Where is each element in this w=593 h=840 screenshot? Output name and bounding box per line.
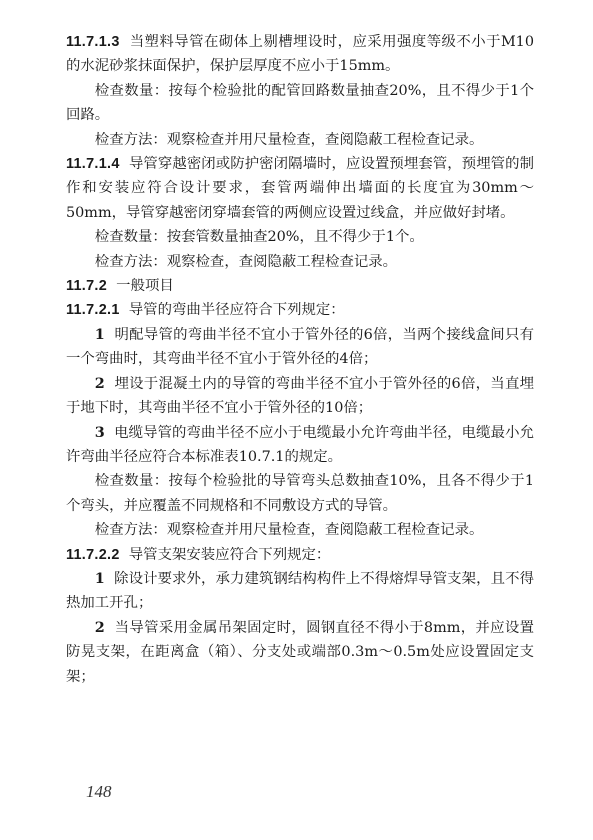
inspection-quantity (66, 469, 534, 518)
clause-number: 11.7.2.1 (66, 302, 120, 319)
page-number: 148 (86, 782, 112, 801)
paragraph-text: 检查方法：观察检查并用尺量检查，查阅隐蔽工程检查记录。 (94, 131, 484, 148)
clause-11-7-1-3 (66, 30, 534, 79)
inspection-quantity (66, 79, 534, 128)
section-title: 一般项目 (116, 278, 174, 295)
list-item (66, 567, 534, 616)
clause-number: 11.7.2.2 (66, 546, 120, 563)
clause-11-7-2-2 (66, 543, 534, 567)
inspection-method (66, 250, 534, 274)
clause-number: 11.7.1.3 (66, 34, 120, 50)
inspection-quantity (66, 225, 534, 249)
clause-text: 导管的弯曲半径应符合下列规定： (128, 302, 345, 319)
clause-text: 导管穿越密闭或防护密闭隔墙时，应设置预埋套管，预埋管的制作和安装应符合设计要求，套管两端伸出墙面的长度宜为30mm～50mm，导管穿越密闭穿墙套管的两侧应设置过线盒，并应做好封堵。 (66, 156, 534, 221)
list-item (66, 616, 534, 689)
clause-number: 11.7.1.4 (66, 156, 120, 173)
item-text: 明配导管的弯曲半径不宜小于管外径的6倍，当两个接线盒间只有一个弯曲时，其弯曲半径不宜小于管外径的4倍； (66, 326, 534, 368)
document-body (66, 30, 534, 689)
item-number: 2 (94, 618, 105, 636)
paragraph-text: 检查数量：按套管数量抽查20%，且不得少于1个。 (94, 229, 424, 246)
item-text: 埋设于混凝土内的导管的弯曲半径不宜小于管外径的6倍，当直埋于地下时，其弯曲半径不宜小于管外径的10倍； (66, 375, 534, 417)
list-item (66, 421, 534, 470)
clause-text: 导管支架安装应符合下列规定： (128, 546, 331, 563)
paragraph-text: 检查数量：按每个检验批的配管回路数量抽查20%，且不得少于1个回路。 (66, 82, 534, 124)
item-number: 1 (94, 325, 105, 343)
paragraph-text: 检查方法：观察检查并用尺量检查，查阅隐蔽工程检查记录。 (94, 522, 484, 539)
clause-text: 当塑料导管在砌体上剔槽埋设时，应采用强度等级不小于M10的水泥砂浆抹面保护，保护层厚度不应小于15mm。 (66, 34, 534, 75)
item-text: 除设计要求外，承力建筑钢结构构件上不得熔焊导管支架，且不得热加工开孔； (66, 570, 534, 612)
item-text: 当导管采用金属吊架固定时，圆钢直径不得小于8mm，并应设置防晃支架，在距离盒（箱）、分支处或端部0.3m～0.5m处应设置固定支架； (66, 619, 534, 685)
section-number: 11.7.2 (66, 278, 108, 295)
inspection-method (66, 128, 534, 152)
item-number: 2 (94, 374, 105, 392)
section-11-7-2 (66, 274, 534, 298)
list-item (66, 372, 534, 421)
paragraph-text: 检查方法：观察检查，查阅隐蔽工程检查记录。 (94, 253, 398, 270)
item-number: 1 (94, 569, 105, 587)
item-number: 3 (94, 423, 105, 441)
list-item (66, 323, 534, 372)
clause-11-7-1-4 (66, 152, 534, 225)
item-text: 电缆导管的弯曲半径不应小于电缆最小允许弯曲半径，电缆最小允许弯曲半径应符合本标准表10.7.1的规定。 (66, 424, 534, 465)
inspection-method (66, 518, 534, 542)
clause-11-7-2-1 (66, 298, 534, 322)
paragraph-text: 检查数量：按每个检验批的导管弯头总数抽查10%，且各不得少于1个弯头，并应覆盖不同规格和不同敷设方式的导管。 (66, 473, 534, 514)
